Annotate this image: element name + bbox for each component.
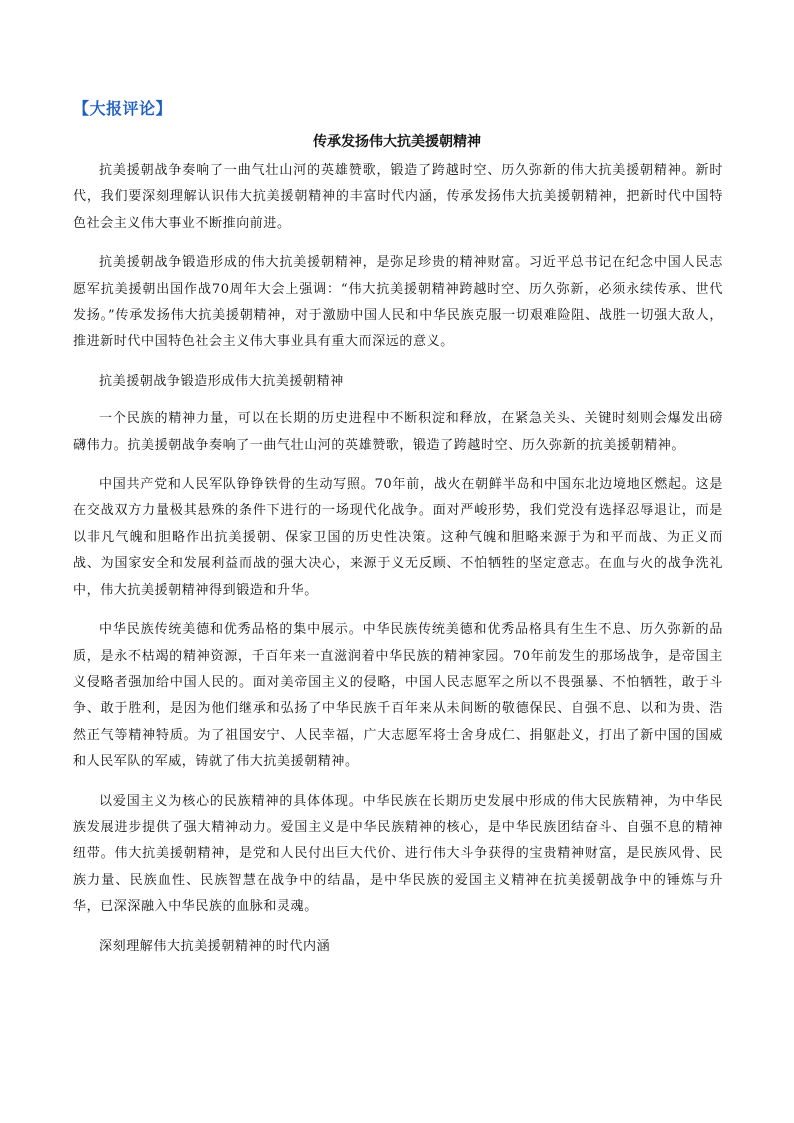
article-title: 传承发扬伟大抗美援朝精神 (313, 134, 481, 150)
section-label: 【大报评论】 (73, 99, 173, 118)
subheading: 抗美援朝战争锻造形成伟大抗美援朝精神 (99, 373, 344, 389)
article-body (73, 158, 723, 971)
paragraph: 抗美援朝战争奏响了一曲气壮山河的英雄赞歌，锻造了跨越时空、历久弥新的伟大抗美援朝精神。新时代，我们要深刻理解认识伟大抗美援朝精神的丰富时代内涵，传承发扬伟大抗美援朝精神，把新时代中国特色社会主义伟大事业不断推向前进。 (73, 163, 723, 231)
paragraph: 中华民族传统美德和优秀品格的集中展示。中华民族传统美德和优秀品格具有生生不息、历久弥新的品质，是永不枯竭的精神资源，千百年来一直滋润着中华民族的精神家园。70年前发生的那场战争，是帝国主义侵略者强加给中国人民的。面对美帝国主义的侵略，中国人民志愿军之所以不畏强暴、不怕牺牲，敢于斗争、敢于胜利，是因为他们继承和弘扬了中华民族千百年来从未间断的敬德保民、自强不息、以和为贵、浩然正气等精神特质。为了祖国安宁、人民幸福，广大志愿军将士舍身成仁、捐躯赴义，打出了新中国的国威和人民军队的军威，铸就了伟大抗美援朝精神。 (73, 622, 723, 770)
paragraph: 一个民族的精神力量，可以在长期的历史进程中不断积淀和释放，在紧急关头、关键时刻则会爆发出磅礴伟力。抗美援朝战争奏响了一曲气壮山河的英雄赞歌，锻造了跨越时空、历久弥新的抗美援朝精神。 (73, 411, 723, 453)
paragraph: 中国共产党和人民军队铮铮铁骨的生动写照。70年前，战火在朝鲜半岛和中国东北边境地区燃起。这是在交战双方力量极其悬殊的条件下进行的一场现代化战争。面对严峻形势，我们党没有选择忍辱退让，而是以非凡气魄和胆略作出抗美援朝、保家卫国的历史性决策。这种气魄和胆略来源于为和平而战、为正义而战、为国家安全和发展利益而战的强大决心，来源于义无反顾、不怕牺牲的坚定意志。在血与火的战争洗礼中，伟大抗美援朝精神得到锻造和升华。 (73, 477, 723, 598)
paragraph: 抗美援朝战争锻造形成的伟大抗美援朝精神，是弥足珍贵的精神财富。习近平总书记在纪念中国人民志愿军抗美援朝出国作战70周年大会上强调：“伟大抗美援朝精神跨越时空、历久弥新，必须永续传承、世代发扬。”传承发扬伟大抗美援朝精神，对于激励中国人民和中华民族克服一切艰难险阻、战胜一切强大敌人，推进新时代中国特色社会主义伟大事业具有重大而深远的意义。 (73, 255, 723, 350)
subheading: 深刻理解伟大抗美援朝精神的时代内涵 (99, 938, 331, 954)
paragraph: 以爱国主义为核心的民族精神的具体体现。中华民族在长期历史发展中形成的伟大民族精神，为中华民族发展进步提供了强大精神动力。爱国主义是中华民族精神的核心，是中华民族团结奋斗、自强不息的精神纽带。伟大抗美援朝精神，是党和人民付出巨大代价、进行伟大斗争获得的宝贵精神财富，是民族风骨、民族力量、民族血性、民族智慧在战争中的结晶，是中华民族的爱国主义精神在抗美援朝战争中的锤炼与升华，已深深融入中华民族的血脉和灵魂。 (73, 793, 723, 915)
